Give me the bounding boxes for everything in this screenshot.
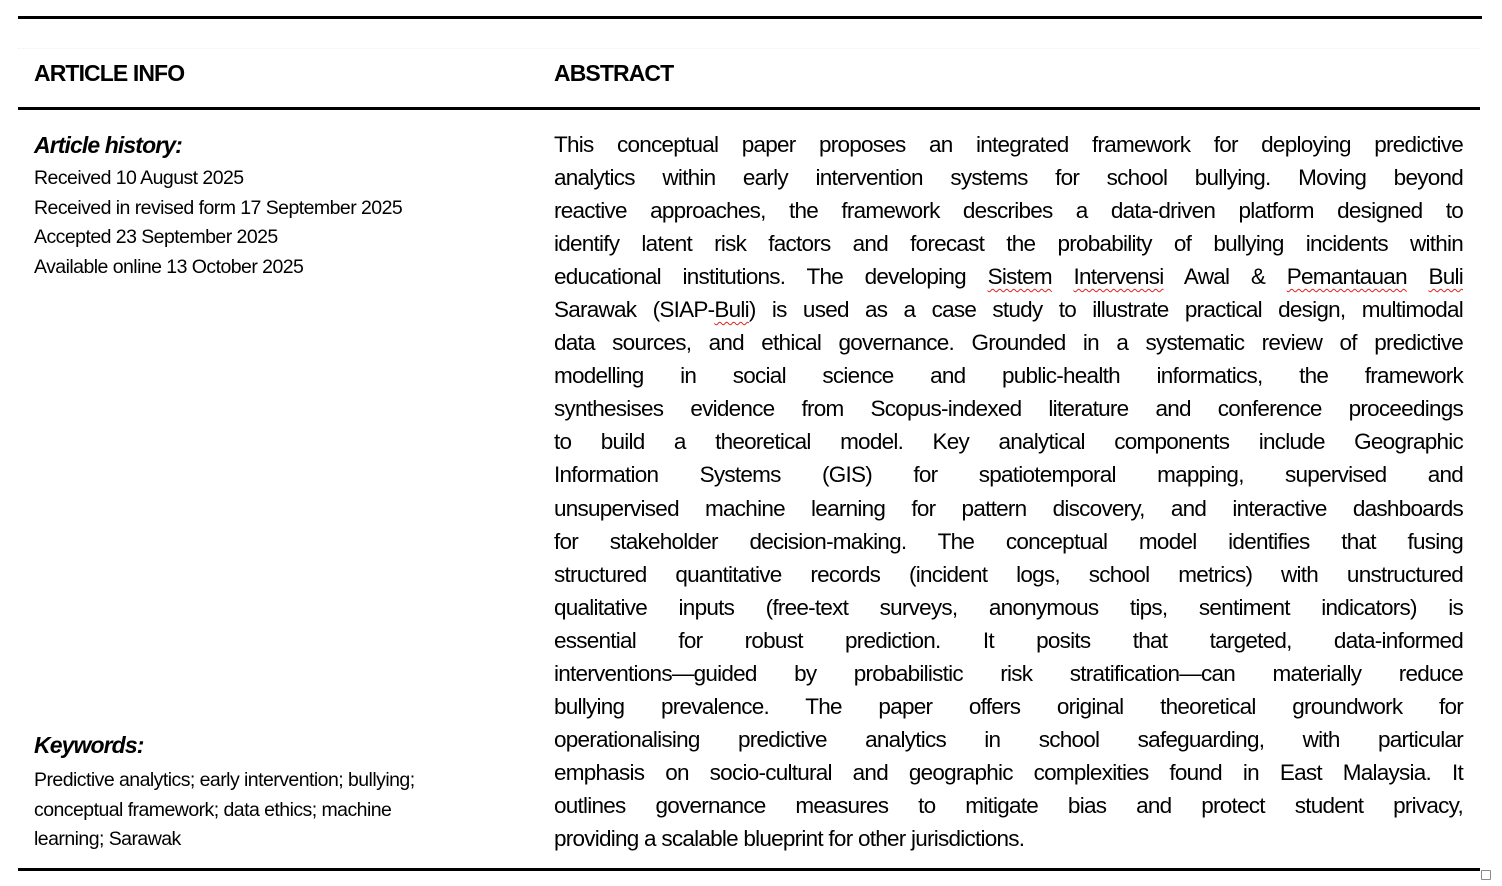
abstract-line: to build a theoretical model. Key analytical components include Geographic [554,429,1463,455]
abstract-line: essential for robust prediction. It posits that targeted, data-informed [554,627,1463,653]
abstract-line: synthesises evidence from Scopus-indexed literature and conference proceedings [554,396,1463,422]
bottom-rule [18,868,1480,871]
top-rule [18,16,1482,19]
abstract-line: This conceptual paper proposes an integrated framework for deploying predictive [554,132,1463,157]
abstract-line: unsupervised machine learning for pattern discovery, and interactive dashboards [554,495,1463,521]
history-accepted: Accepted 23 September 2025 [34,226,278,248]
abstract-line: for stakeholder decision-making. The conceptual model identifies that fusing [554,528,1463,554]
history-revised: Received in revised form 17 September 2025 [34,196,403,219]
keywords-line: Predictive analytics; early intervention; bullying; [34,769,415,791]
abstract-line: structured quantitative records (incident logs, school metrics) with unstructured [554,561,1463,587]
spellcheck-flagged-word[interactable]: Sistem [987,264,1052,290]
article-history-list [34,164,402,282]
spellcheck-flagged-word[interactable]: Buli [714,297,749,323]
abstract-line: operationalising predictive analytics in school safeguarding, with particular [554,726,1463,752]
spellcheck-flagged-word[interactable]: Buli [1428,264,1463,290]
abstract-heading: ABSTRACT [554,60,674,86]
abstract-line: analytics within early intervention systems for school bullying. Moving beyond [554,165,1463,191]
history-received: Received 10 August 2025 [34,167,244,189]
keywords-list [34,766,534,855]
table-gridline [18,48,1480,49]
abstract-line: Sarawak (SIAP-Buli) is used as a case study to illustrate practical design, multimodal [554,297,1463,323]
keywords-line: learning; Sarawak [34,828,181,850]
abstract-line: modelling in social science and public-health informatics, the framework [554,363,1463,389]
abstract-body[interactable] [554,128,1463,855]
abstract-line: bullying prevalence. The paper offers original theoretical groundwork for [554,693,1463,719]
abstract-line: providing a scalable blueprint for other jurisdictions. [554,825,1025,851]
abstract-line: educational institutions. The developing Sistem Intervensi Awal & Pemantauan Buli [554,264,1463,290]
spellcheck-flagged-word[interactable]: Intervensi [1073,264,1164,290]
header-rule [18,107,1480,110]
abstract-line: identify latent risk factors and forecast the probability of bullying incidents within [554,231,1463,257]
abstract-line: data sources, and ethical governance. Grounded in a systematic review of predictive [554,330,1463,356]
abstract-line: Information Systems (GIS) for spatiotemporal mapping, supervised and [554,462,1463,488]
abstract-line: outlines governance measures to mitigate bias and protect student privacy, [554,792,1463,818]
article-info-heading: ARTICLE INFO [34,60,185,86]
history-available-online: Available online 13 October 2025 [34,255,304,278]
abstract-line: interventions—guided by probabilistic risk stratification—can materially reduce [554,660,1463,686]
article-history-heading: Article history: [34,132,182,158]
abstract-line: reactive approaches, the framework describes a data-driven platform designed to [554,198,1463,224]
abstract-line: qualitative inputs (free-text surveys, anonymous tips, sentiment indicators) is [554,594,1463,620]
abstract-line: emphasis on socio-cultural and geographic complexities found in East Malaysia. It [554,759,1463,785]
keywords-line: conceptual framework; data ethics; machine [34,798,392,821]
spellcheck-flagged-word[interactable]: Pemantauan [1286,264,1407,290]
keywords-heading: Keywords: [34,732,144,758]
table-resize-handle[interactable] [1481,870,1491,880]
